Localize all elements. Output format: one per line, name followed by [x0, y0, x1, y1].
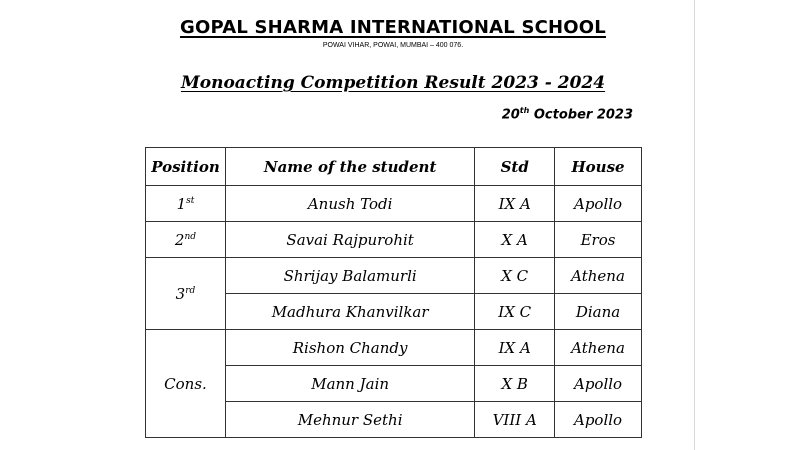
student-house: Apollo	[555, 366, 642, 402]
position-suffix: nd	[184, 231, 197, 242]
position-cell	[146, 222, 226, 258]
school-name: GOPAL SHARMA INTERNATIONAL SCHOOL	[180, 17, 606, 38]
position-suffix: rd	[185, 285, 196, 296]
student-std: IX A	[475, 330, 555, 366]
position-number: 2	[174, 230, 185, 249]
table-row	[146, 330, 642, 366]
student-std: X C	[475, 258, 555, 294]
student-name: Shrijay Balamurli	[225, 258, 474, 294]
student-name: Anush Todi	[225, 186, 474, 222]
table-row	[146, 258, 642, 294]
student-name: Savai Rajpurohit	[225, 222, 474, 258]
position-number: 3	[175, 284, 186, 303]
table-row	[146, 186, 642, 222]
position-cell: Cons.	[146, 330, 226, 438]
position-cell	[146, 258, 226, 330]
student-house: Apollo	[555, 186, 642, 222]
date-day: 20	[501, 107, 520, 123]
header-position: Position	[146, 148, 226, 186]
header-std: Std	[475, 148, 555, 186]
student-house: Athena	[555, 258, 642, 294]
header-name: Name of the student	[225, 148, 474, 186]
student-house: Diana	[555, 294, 642, 330]
page-edge-divider	[694, 0, 695, 450]
student-name: Mehnur Sethi	[225, 402, 474, 438]
position-cell	[146, 186, 226, 222]
date-suffix: th	[519, 106, 530, 115]
position-number: 1	[176, 194, 187, 213]
student-std: X B	[475, 366, 555, 402]
student-name: Mann Jain	[225, 366, 474, 402]
student-name: Rishon Chandy	[225, 330, 474, 366]
student-std: X A	[475, 222, 555, 258]
student-house: Eros	[555, 222, 642, 258]
school-address: POWAI VIHAR, POWAI, MUMBAI – 400 076.	[322, 42, 464, 49]
student-house: Athena	[555, 330, 642, 366]
date-rest: October 2023	[529, 107, 633, 123]
results-table	[145, 147, 642, 438]
student-house: Apollo	[555, 402, 642, 438]
student-std: IX C	[475, 294, 555, 330]
student-std: IX A	[475, 186, 555, 222]
student-std: VIII A	[475, 402, 555, 438]
student-name: Madhura Khanvilkar	[225, 294, 474, 330]
table-row	[146, 222, 642, 258]
header-house: House	[555, 148, 642, 186]
result-title: Monoacting Competition Result 2023 - 2024	[180, 73, 606, 93]
result-date	[502, 106, 633, 122]
table-header-row	[146, 148, 642, 186]
position-suffix: st	[186, 195, 195, 206]
